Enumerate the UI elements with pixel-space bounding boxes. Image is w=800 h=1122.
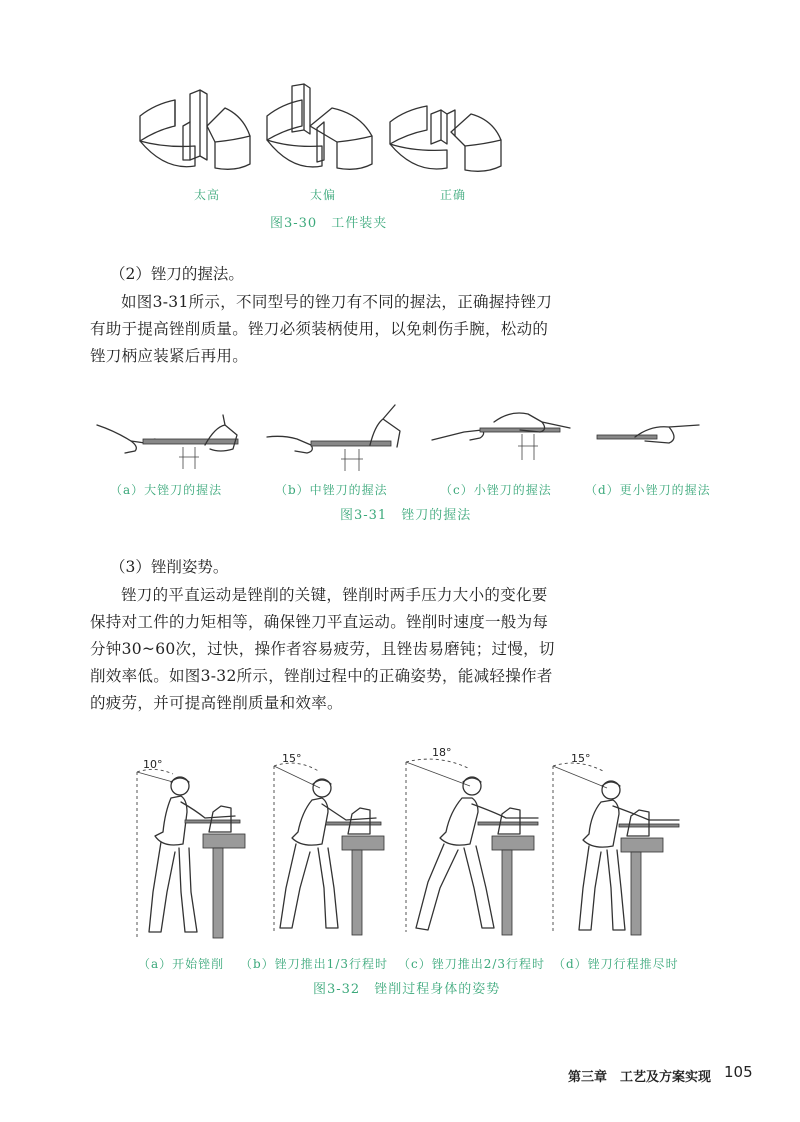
fig-332-label-b: （b）锉刀推出1/3行程时 (240, 957, 388, 971)
fig-330-caption: 图3-30 工件装夹 (270, 216, 388, 231)
section-2-heading: （2）锉刀的握法。 (110, 265, 244, 283)
fig-332-label-c: （c）锉刀推出2/3行程时 (398, 957, 546, 971)
fig-331-label-c: （c）小锉刀的握法 (440, 483, 552, 497)
fig-332-angle-d: 15° (571, 752, 591, 765)
fig-331-label-b: （b）中锉刀的握法 (275, 483, 388, 497)
workpiece-clamping-offset (262, 82, 377, 176)
fig-332-caption: 图3-32 锉削过程身体的姿势 (313, 982, 501, 997)
section-2-line: 有助于提高锉削质量。锉刀必须装柄使用，以免刺伤手腕，松动的 (90, 320, 549, 338)
grip-smaller-file (595, 415, 705, 455)
section-2-line: 锉刀柄应装紧后再用。 (90, 347, 249, 365)
grip-large-file (95, 405, 245, 475)
section-3-line: 锉刀的平直运动是锉削的关键，锉削时两手压力大小的变化要 (121, 586, 548, 604)
section-3-line: 分钟30~60次，过快，操作者容易疲劳，且锉齿易磨钝；过慢，切 (90, 640, 555, 658)
workpiece-clamping-too-high (135, 86, 255, 176)
posture-end-of-stroke (545, 748, 685, 943)
section-3-line: 的疲劳，并可提高锉削质量和效率。 (90, 694, 343, 712)
fig-332-angle-c: 18° (432, 746, 452, 759)
section-2-line: 如图3-31所示，不同型号的锉刀有不同的握法，正确握持锉刀 (121, 293, 553, 311)
fig-331-caption: 图3-31 锉刀的握法 (340, 508, 472, 523)
fig-330-label-offset: 太偏 (310, 188, 337, 202)
section-3-paragraph (90, 582, 564, 717)
fig-332-label-a: （a）开始锉削 (138, 957, 225, 971)
section-3-line: 削效率低。如图3-32所示，锉削过程中的正确姿势，能减轻操作者 (90, 667, 553, 685)
section-2-paragraph (90, 289, 564, 370)
footer-chapter: 第三章 工艺及方案实现 (568, 1070, 712, 1085)
posture-one-third-stroke (262, 748, 392, 943)
page-number: 105 (724, 1063, 753, 1081)
fig-332-angle-a: 10° (143, 758, 163, 771)
workpiece-clamping-correct (385, 96, 505, 178)
fig-332-label-d: （d）锉刀行程推尽时 (553, 957, 679, 971)
grip-small-file (430, 400, 575, 470)
section-3-line: 保持对工件的力矩相等，确保锉刀平直运动。锉削时速度一般为每 (90, 613, 549, 631)
grip-medium-file (265, 405, 410, 475)
posture-start-filing (125, 752, 255, 947)
fig-330-label-correct: 正确 (440, 188, 467, 202)
fig-331-label-a: （a）大锉刀的握法 (110, 483, 223, 497)
fig-330-label-too-high: 太高 (194, 188, 221, 202)
posture-two-thirds-stroke (398, 742, 543, 942)
fig-332-angle-b: 15° (282, 752, 302, 765)
section-3-heading: （3）锉削姿势。 (110, 558, 229, 576)
fig-331-label-d: （d）更小锉刀的握法 (585, 483, 711, 497)
